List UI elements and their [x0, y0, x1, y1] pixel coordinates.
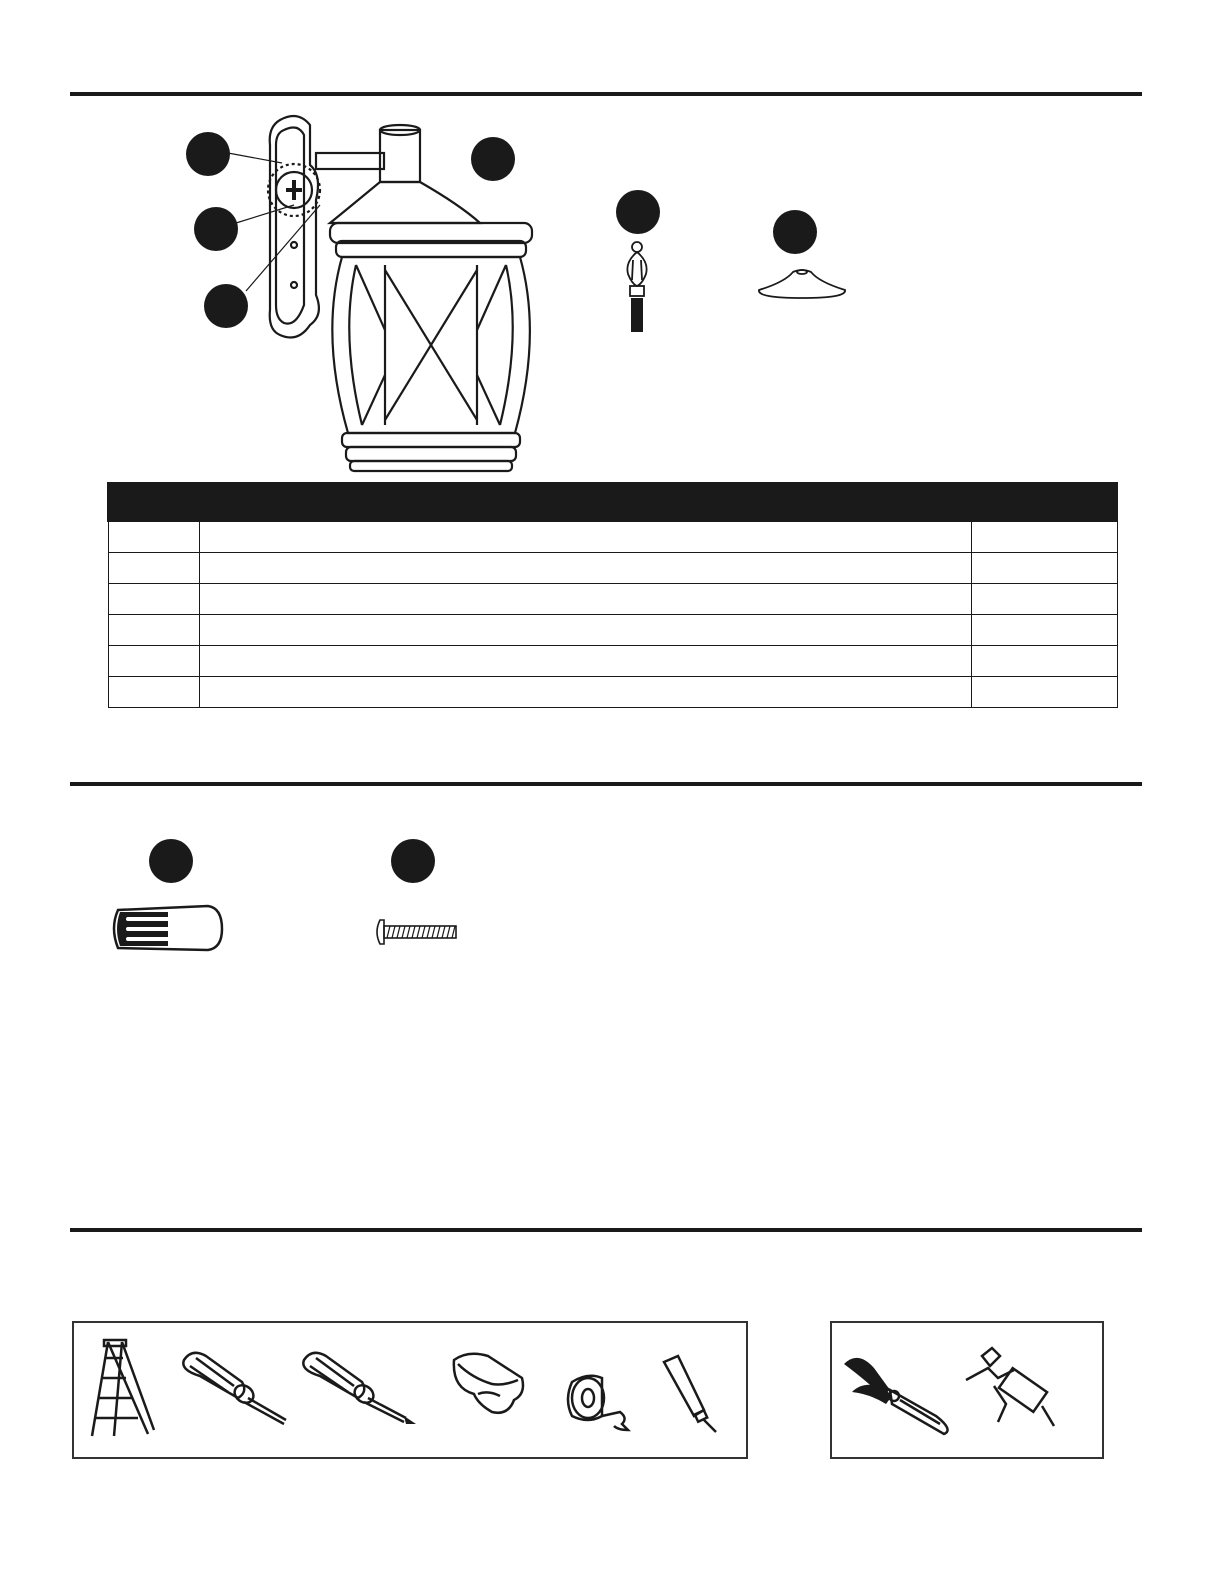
callout-backplate: [186, 132, 230, 176]
phillips-screwdriver-icon: [298, 1346, 420, 1426]
table-row: [108, 584, 1117, 615]
mounting-screw-icon: [372, 914, 460, 950]
tools-required-rule: [70, 1228, 1142, 1232]
callout-mounting-screw: [391, 839, 435, 883]
flathead-screwdriver-icon: [178, 1346, 298, 1426]
table-row: [108, 677, 1117, 708]
sealant-tube-icon: [660, 1354, 724, 1434]
callout-cap: [773, 210, 817, 254]
parts-table: [107, 482, 1118, 708]
table-row: [108, 615, 1117, 646]
callout-mounting-strap: [204, 284, 248, 328]
safety-glasses-icon: [448, 1350, 528, 1420]
hardware-contents-rule: [70, 782, 1142, 786]
callout-wire-nut: [149, 839, 193, 883]
callout-fixture: [471, 137, 515, 181]
table-header-quantity: [971, 483, 1117, 521]
table-row: [108, 646, 1117, 677]
table-header-part: [108, 483, 199, 521]
wire-stripper-icon: [840, 1346, 956, 1438]
callout-mounting-plate: [194, 207, 238, 251]
table-row: [108, 521, 1117, 553]
table-header-description: [199, 483, 971, 521]
caulk-gun-icon: [962, 1344, 1062, 1436]
table-row: [108, 553, 1117, 584]
package-contents-rule: [70, 92, 1142, 96]
ladder-icon: [88, 1338, 158, 1440]
finial-icon: [620, 240, 654, 334]
canopy-cap-icon: [755, 266, 849, 302]
callout-finial: [616, 190, 660, 234]
wire-nut-icon: [108, 902, 226, 956]
table-header-row: [108, 483, 1117, 521]
electrical-tape-icon: [562, 1372, 638, 1434]
